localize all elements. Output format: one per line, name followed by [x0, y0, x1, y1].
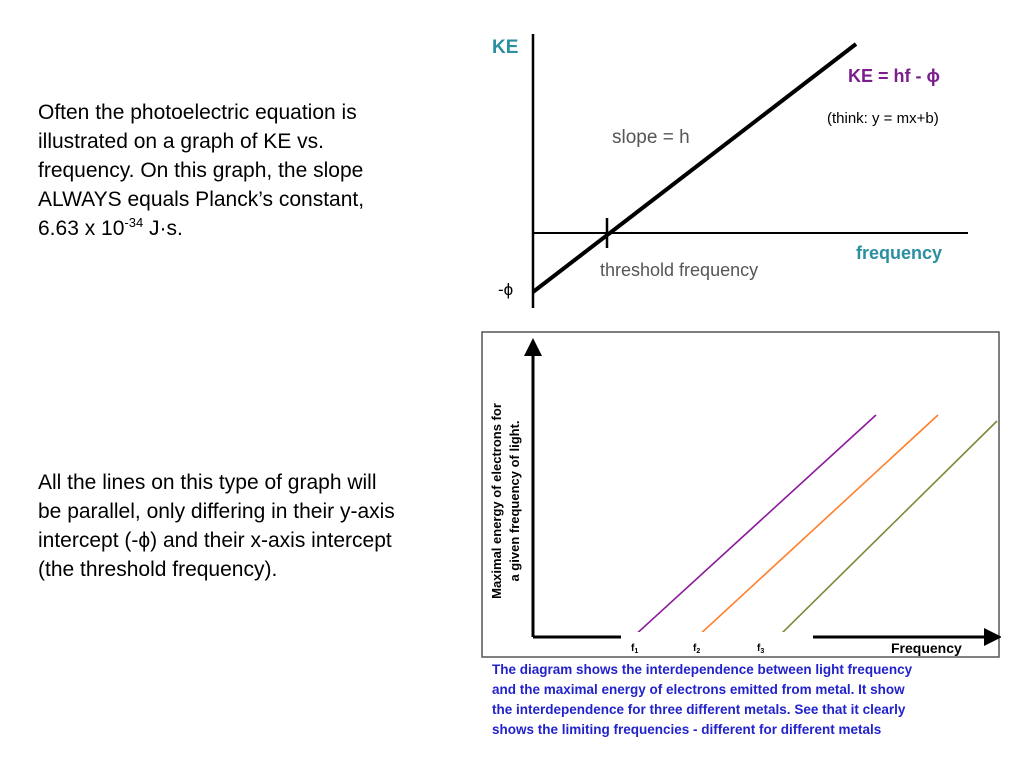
three-metals-graph	[481, 331, 1001, 661]
para2-line1: All the lines on this type of graph will	[38, 471, 377, 494]
f3-label: $f_3$	[757, 643, 765, 655]
para1-line5-pre: 6.63 x 10	[38, 217, 125, 240]
para1-line3: frequency. On this graph, the slope	[38, 159, 364, 182]
f2-label: $f_2$	[693, 643, 701, 655]
paragraph-parallel-lines	[38, 468, 478, 584]
threshold-label: threshold frequency	[600, 260, 759, 280]
ke-line	[533, 44, 856, 292]
caption-line2: and the maximal energy of electrons emitted from metal. It show	[492, 682, 905, 697]
think-note: (think: y = mx+b)	[827, 110, 939, 127]
para2-line2: be parallel, only differing in their y-axis	[38, 500, 395, 523]
caption-line1: The diagram shows the interdependence between light frequency	[492, 662, 913, 677]
slope-label: slope = h	[612, 127, 690, 148]
para2-line4: (the threshold frequency).	[38, 558, 278, 581]
ke-frequency-graph	[490, 22, 990, 312]
energy-axis-label-line2: a given frequency of light.	[507, 420, 522, 582]
para1-line1: Often the photoelectric equation is	[38, 101, 357, 124]
para2-line3: intercept (-ϕ) and their x-axis intercept	[38, 529, 392, 552]
intercept-label: -ϕ	[498, 280, 514, 299]
equation-label: KE = hf - ϕ	[848, 66, 940, 86]
para1-line4: ALWAYS equals Planck’s constant,	[38, 188, 365, 211]
para1-line5-post: J·s.	[143, 217, 183, 240]
energy-axis-label-line1: Maximal energy of electrons for	[489, 403, 504, 599]
frequency-axis-label-2: Frequency	[891, 640, 962, 656]
frequency-labels-box	[621, 632, 813, 656]
f1-label: $f_1$	[631, 643, 639, 655]
para1-exponent: -34	[124, 215, 144, 230]
paragraph-ke-graph	[38, 98, 478, 243]
graph-caption	[492, 660, 1002, 740]
caption-line3: the interdependence for three different metals. See that it clearly	[492, 702, 906, 717]
para1-line2: illustrated on a graph of KE vs.	[38, 130, 324, 153]
caption-line4: shows the limiting frequencies - different for different metals	[492, 722, 882, 737]
ke-axis-label: KE	[492, 37, 519, 58]
frequency-axis-label: frequency	[856, 243, 943, 263]
